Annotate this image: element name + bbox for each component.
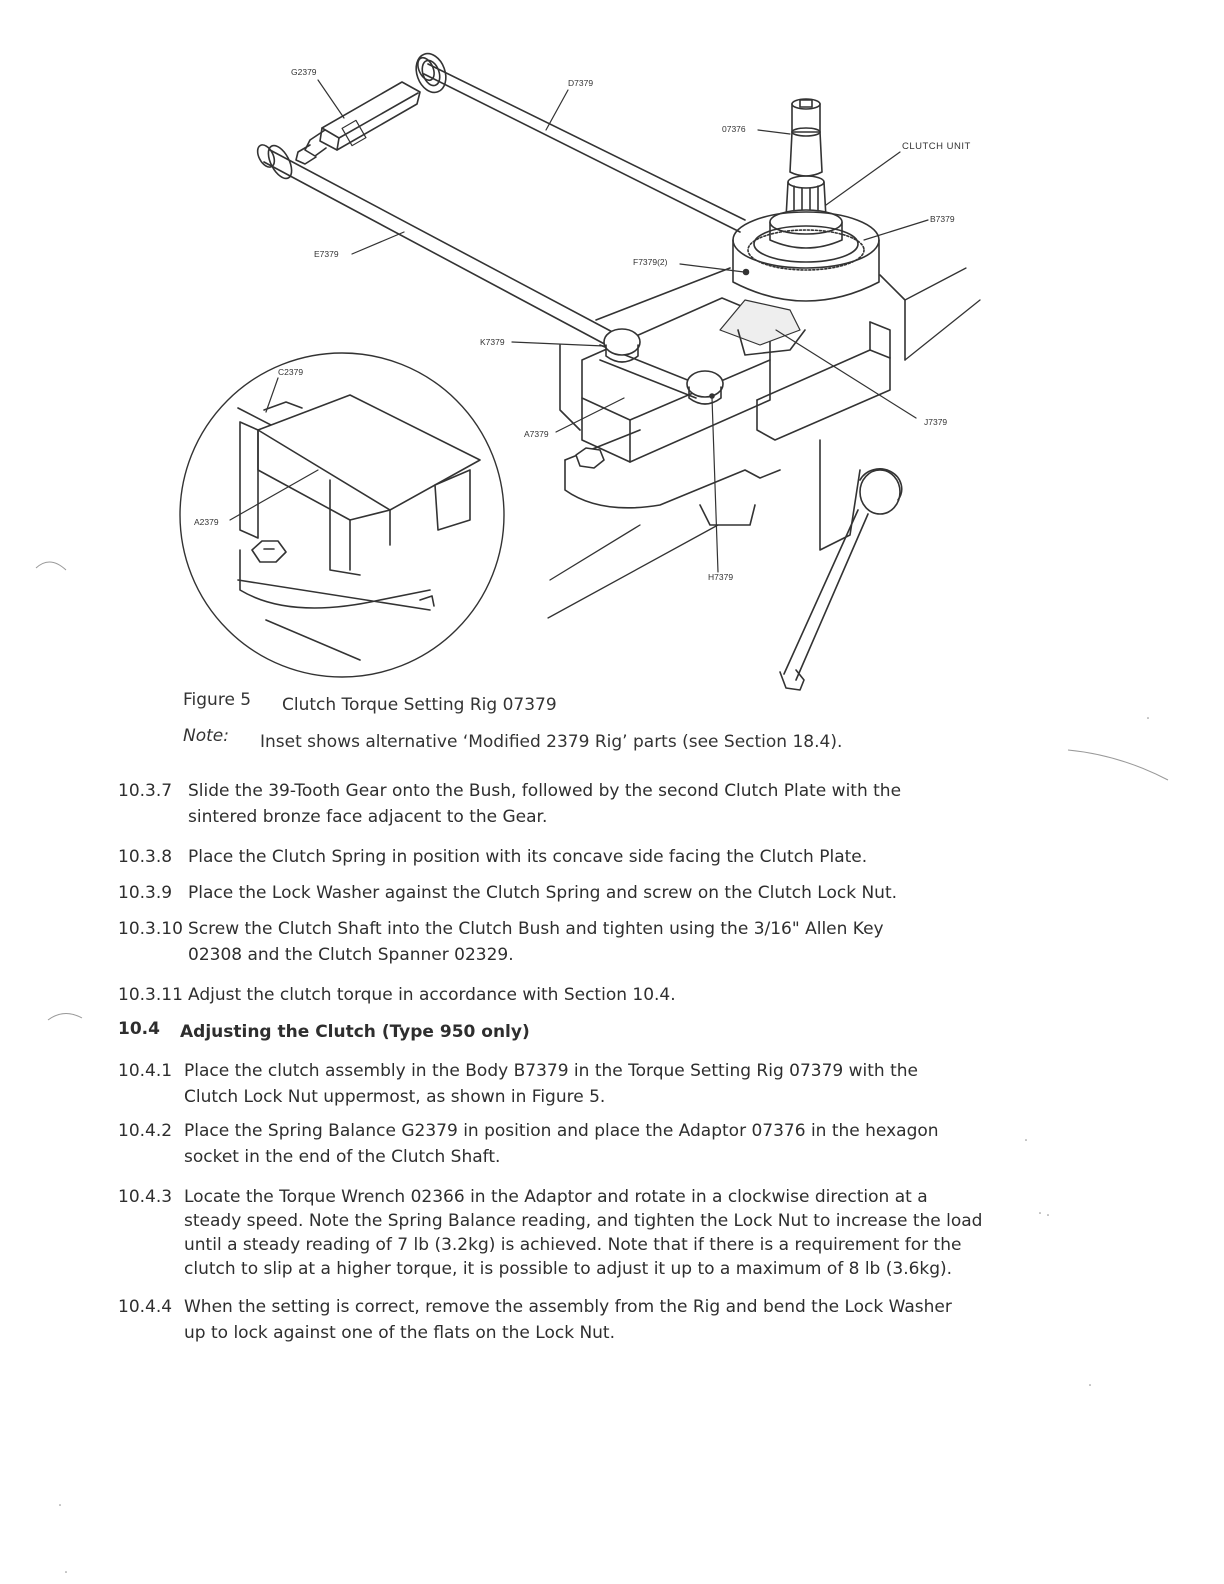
step-text-line: Screw the Clutch Shaft into the Clutch Bush and tighten using the 3/16" Allen Key bbox=[188, 919, 884, 939]
label-k7379: K7379 bbox=[480, 337, 505, 347]
step-text-line: steady speed. Note the Spring Balance reading, and tighten the Lock Nut to increase the load bbox=[184, 1211, 983, 1231]
step-text-line: Slide the 39-Tooth Gear onto the Bush, followed by the second Clutch Plate with the bbox=[188, 781, 902, 801]
label-c2379: C2379 bbox=[278, 367, 304, 377]
step-number: 10.3.8 bbox=[118, 847, 173, 867]
clutch-unit bbox=[748, 99, 864, 270]
step-text-line: up to lock against one of the flats on the Lock Nut. bbox=[184, 1323, 616, 1343]
step-number: 10.3.9 bbox=[118, 883, 173, 903]
step-text-line: socket in the end of the Clutch Shaft. bbox=[184, 1147, 501, 1167]
step-number: 10.4.3 bbox=[118, 1187, 173, 1207]
label-a7379: A7379 bbox=[524, 429, 549, 439]
step-text-line: Place the Clutch Spring in position with its concave side facing the Clutch Plate. bbox=[188, 847, 868, 867]
step-text-line: clutch to slip at a higher torque, it is possible to adjust it up to a maximum of 8 lb (3.6kg). bbox=[184, 1259, 953, 1279]
section-10-4-number: 10.4 bbox=[118, 1019, 160, 1039]
step-text-line: Adjust the clutch torque in accordance with Section 10.4. bbox=[188, 985, 676, 1005]
figure-title: Clutch Torque Setting Rig 07379 bbox=[282, 695, 557, 715]
label-d7379: D7379 bbox=[568, 78, 594, 88]
step-text-line: Place the clutch assembly in the Body B7379 in the Torque Setting Rig 07379 with the bbox=[184, 1061, 918, 1081]
step-text-line: Place the Spring Balance G2379 in position and place the Adaptor 07376 in the hexagon bbox=[184, 1121, 939, 1141]
clutch-torque-rig-figure bbox=[0, 0, 1224, 700]
figure-number: Figure 5 bbox=[183, 690, 252, 710]
label-07376: 07376 bbox=[722, 124, 746, 134]
step-number: 10.4.1 bbox=[118, 1061, 173, 1081]
step-number: 10.3.11 bbox=[118, 985, 183, 1005]
note-label: Note: bbox=[183, 726, 229, 746]
step-text-line: When the setting is correct, remove the assembly from the Rig and bend the Lock Washer bbox=[184, 1297, 952, 1317]
step-number: 10.3.10 bbox=[118, 919, 183, 939]
label-clutch-unit: CLUTCH UNIT bbox=[902, 141, 971, 152]
label-j7379: J7379 bbox=[924, 417, 948, 427]
rod-e7379 bbox=[254, 142, 620, 348]
label-f7379: F7379(2) bbox=[633, 257, 668, 267]
label-b7379: B7379 bbox=[930, 214, 955, 224]
step-text-line: 02308 and the Clutch Spanner 02329. bbox=[188, 945, 514, 965]
step-text-line: sintered bronze face adjacent to the Gear. bbox=[188, 807, 548, 827]
step-text-line: until a steady reading of 7 lb (3.2kg) is achieved. Note that if there is a requirement for the bbox=[184, 1235, 962, 1255]
step-number: 10.4.2 bbox=[118, 1121, 173, 1141]
step-text-line: Place the Lock Washer against the Clutch Spring and screw on the Clutch Lock Nut. bbox=[188, 883, 898, 903]
label-e7379: E7379 bbox=[314, 249, 339, 259]
label-a2379: A2379 bbox=[194, 517, 219, 527]
label-g2379: G2379 bbox=[291, 67, 317, 77]
label-h7379: H7379 bbox=[708, 572, 734, 582]
step-text-line: Locate the Torque Wrench 02366 in the Adaptor and rotate in a clockwise direction at a bbox=[184, 1187, 928, 1207]
inset-detail bbox=[180, 353, 504, 677]
spring-balance-g2379 bbox=[296, 82, 420, 164]
rig-base bbox=[560, 268, 905, 550]
note-text: Inset shows alternative ‘Modified 2379 Rig’ parts (see Section 18.4). bbox=[260, 732, 843, 752]
vice-handle bbox=[780, 469, 902, 690]
section-10-4-title: Adjusting the Clutch (Type 950 only) bbox=[180, 1022, 530, 1042]
step-text-line: Clutch Lock Nut uppermost, as shown in Figure 5. bbox=[184, 1087, 606, 1107]
step-number: 10.4.4 bbox=[118, 1297, 173, 1317]
step-number: 10.3.7 bbox=[118, 781, 173, 801]
